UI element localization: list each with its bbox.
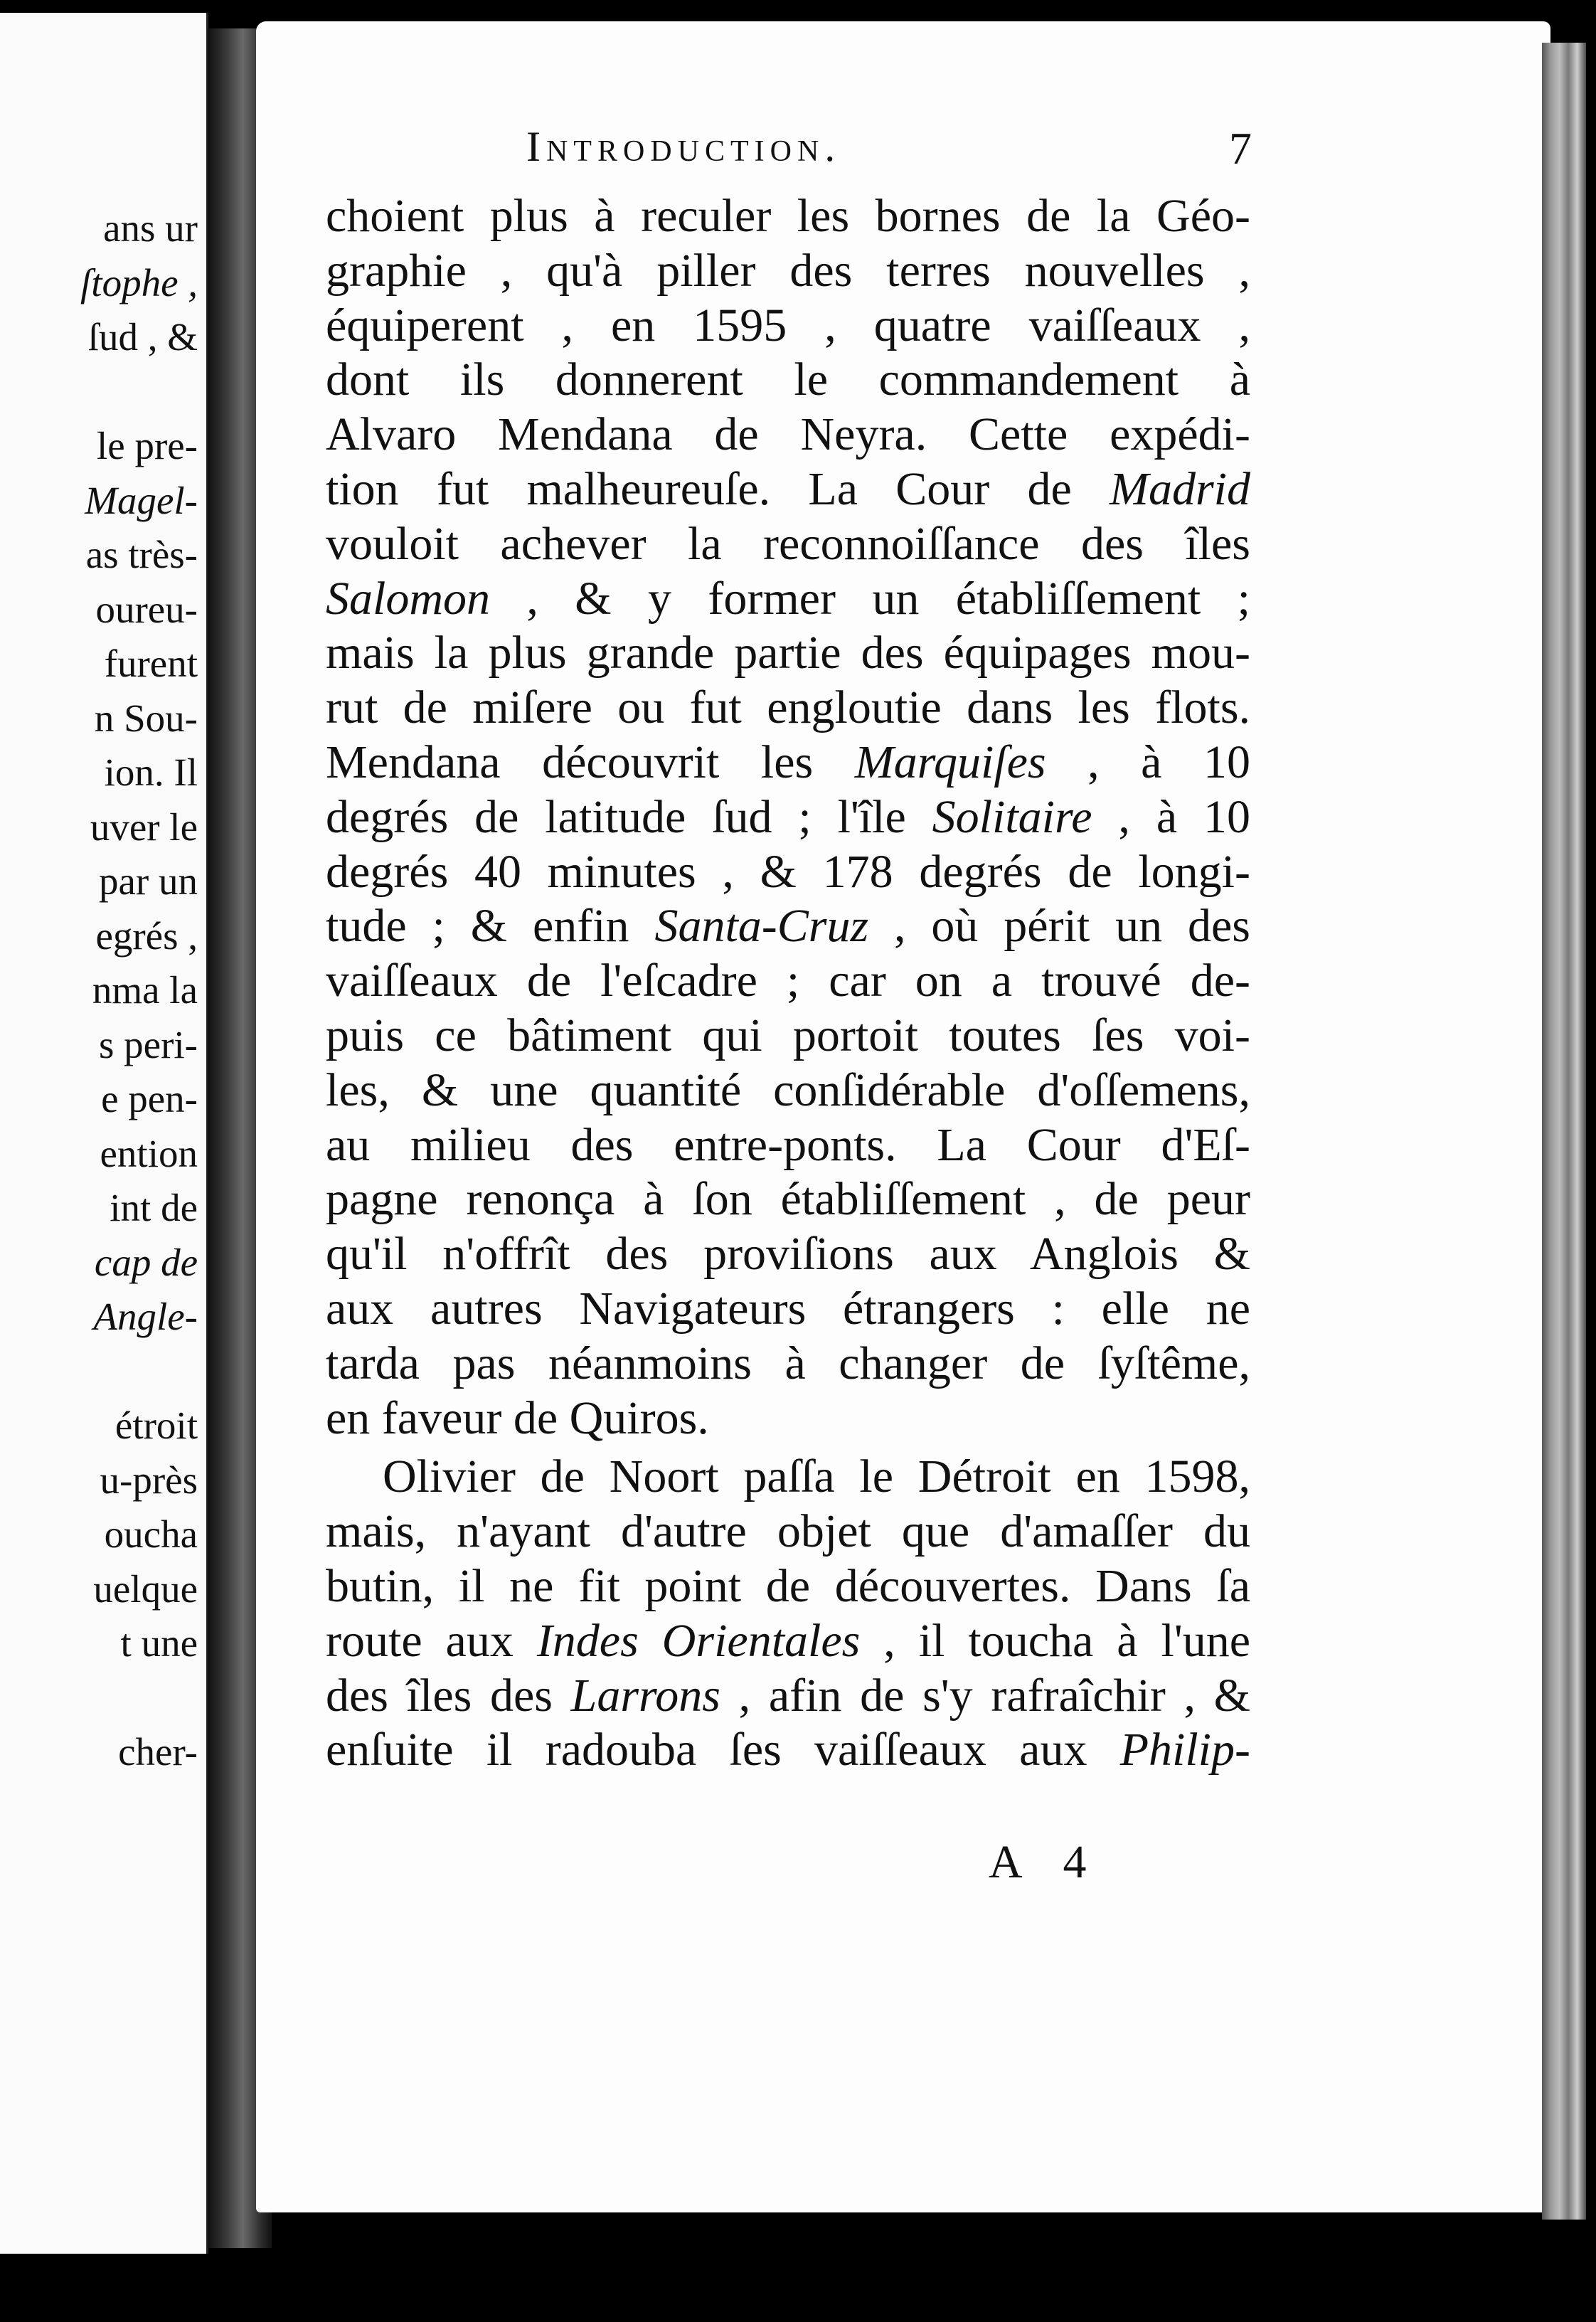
text-segment: tude ; & enfin xyxy=(326,900,655,953)
text-line xyxy=(326,1009,1250,1063)
text-line xyxy=(326,1505,1250,1559)
text-segment: graphie , qu'à piller des terres nouvelles , xyxy=(326,244,1250,297)
text-segment: choient plus à reculer les bornes de la Géo- xyxy=(326,190,1250,242)
left-page-line: ention xyxy=(100,1131,198,1175)
text-line xyxy=(326,899,1250,953)
italic-term: Indes Orientales xyxy=(536,1614,861,1667)
left-page-line: furent xyxy=(104,642,198,685)
facing-page-left xyxy=(0,13,208,2254)
left-page-line: cher- xyxy=(118,1730,198,1774)
text-segment: , afin de s'y rafraîchir , & xyxy=(720,1669,1251,1722)
left-page-line: s peri- xyxy=(99,1022,198,1066)
text-line xyxy=(326,1614,1250,1668)
text-segment: degrés 40 minutes , & 178 degrés de longi- xyxy=(326,845,1250,898)
text-line xyxy=(326,408,1250,462)
text-segment: rut de miſere ou fut engloutie dans les flots. xyxy=(326,682,1250,734)
text-segment: vouloit achever la reconnoiſſance des îles xyxy=(326,517,1250,570)
text-segment: mais, n'ayant d'autre objet que d'amaſſer du xyxy=(326,1505,1250,1558)
left-page-line: oureu- xyxy=(95,587,198,631)
left-page-line: ans ur xyxy=(103,206,198,250)
text-segment: , & y former un établiſſement ; xyxy=(490,572,1250,625)
text-segment: , à 10 xyxy=(1046,736,1251,788)
italic-term: Santa-Cruz xyxy=(654,900,869,953)
left-page-line: n Sou- xyxy=(94,696,198,740)
left-page-line: le pre- xyxy=(97,424,198,467)
text-segment: tarda pas néanmoins à changer de ſyſtême, xyxy=(326,1337,1250,1389)
text-segment: dont ils donnerent le commandement à xyxy=(326,354,1250,406)
text-line xyxy=(326,736,1250,790)
text-line xyxy=(326,1172,1250,1226)
text-segment: au milieu des entre-ponts. La Cour d'Eſ- xyxy=(326,1118,1250,1171)
left-page-line: egrés , xyxy=(95,913,198,958)
text-segment: les, & une quantité conſidérable d'oſſemens, xyxy=(326,1064,1250,1116)
text-segment: vaiſſeaux de l'eſcadre ; car on a trouvé de- xyxy=(326,955,1250,1007)
text-line xyxy=(326,517,1250,571)
left-page-line: uver le xyxy=(90,805,198,849)
text-segment: butin, il ne fit point de découvertes. Dans ſa xyxy=(326,1560,1250,1612)
text-segment: Mendana découvrit les xyxy=(326,736,855,788)
text-line xyxy=(326,1559,1250,1613)
text-segment: route aux xyxy=(326,1614,537,1667)
running-head: Introduction. xyxy=(526,123,841,170)
left-page-line: e pen- xyxy=(101,1077,198,1120)
left-page-line: cap de xyxy=(94,1240,198,1284)
text-segment: Olivier de Noort paſſa le Détroit en 1598, xyxy=(383,1451,1250,1503)
text-line xyxy=(326,1337,1250,1391)
left-page-line: as très- xyxy=(85,533,198,576)
text-segment: en faveur de Quiros. xyxy=(326,1391,709,1444)
text-segment: , à 10 xyxy=(1092,790,1250,843)
italic-term: Marquiſes xyxy=(854,736,1046,788)
page-number: 7 xyxy=(1229,123,1252,174)
text-line xyxy=(326,1391,1250,1446)
italic-term: Madrid xyxy=(1110,463,1250,515)
left-page-line: t une xyxy=(120,1621,198,1665)
left-page-line: nma la xyxy=(92,968,198,1012)
text-line xyxy=(326,1669,1250,1723)
text-line xyxy=(326,1282,1250,1336)
italic-term: Solitaire xyxy=(932,790,1092,843)
text-line xyxy=(326,790,1250,844)
text-line xyxy=(326,462,1250,516)
left-page-line: uelque xyxy=(93,1566,198,1611)
text-segment: Alvaro Mendana de Neyra. Cette expédi- xyxy=(326,408,1250,461)
text-segment: , il toucha à l'une xyxy=(860,1614,1251,1667)
text-line xyxy=(326,954,1250,1008)
text-segment: enſuite il radouba ſes vaiſſeaux aux xyxy=(326,1724,1120,1776)
text-segment: degrés de latitude ſud ; l'île xyxy=(326,790,932,843)
text-segment: équiperent , en 1595 , quatre vaiſſeaux , xyxy=(326,299,1250,351)
text-segment: des îles des xyxy=(326,1669,571,1722)
text-line xyxy=(326,1723,1250,1777)
left-page-line: ſud , & xyxy=(87,315,198,359)
text-segment: pagne renonça à ſon établiſſement , de peur xyxy=(326,1173,1250,1226)
left-page-line: étroit xyxy=(115,1404,198,1447)
text-line xyxy=(326,244,1250,298)
italic-term: Philip- xyxy=(1119,1724,1250,1776)
text-segment: tion fut malheureuſe. La Cour de xyxy=(326,463,1110,515)
left-page-line: oucha xyxy=(104,1512,198,1556)
text-line xyxy=(326,681,1250,735)
left-page-line: ſtophe , xyxy=(80,260,198,304)
left-page-line: Angle- xyxy=(93,1295,198,1338)
signature-mark: A 4 xyxy=(989,1836,1102,1888)
text-segment: aux autres Navigateurs étrangers : elle ne xyxy=(326,1283,1250,1335)
italic-term: Salomon xyxy=(326,572,490,625)
text-segment: puis ce bâtiment qui portoit toutes ſes voi- xyxy=(326,1009,1250,1061)
text-segment: qu'il n'offrît des proviſions aux Anglois & xyxy=(326,1228,1250,1281)
text-line xyxy=(326,845,1250,899)
text-segment: mais la plus grande partie des équipages mou- xyxy=(326,627,1250,679)
left-page-line: int de xyxy=(110,1186,198,1229)
left-page-line: par un xyxy=(99,859,198,903)
text-line xyxy=(326,626,1250,680)
text-line xyxy=(326,1064,1250,1118)
left-page-line: Magel- xyxy=(85,478,198,522)
text-line xyxy=(326,353,1250,407)
text-line xyxy=(326,572,1250,626)
page-header xyxy=(270,122,1252,194)
italic-term: Larrons xyxy=(570,1669,720,1722)
text-segment: , où périt un des xyxy=(868,900,1250,953)
text-line xyxy=(326,189,1250,243)
text-line xyxy=(326,1118,1250,1172)
left-page-line: ion. Il xyxy=(104,751,198,794)
left-page-line: u-près xyxy=(100,1458,198,1502)
text-line xyxy=(383,1450,1250,1504)
text-line xyxy=(326,1227,1250,1281)
page-edges-right xyxy=(1542,43,1586,2220)
text-line xyxy=(326,299,1250,353)
